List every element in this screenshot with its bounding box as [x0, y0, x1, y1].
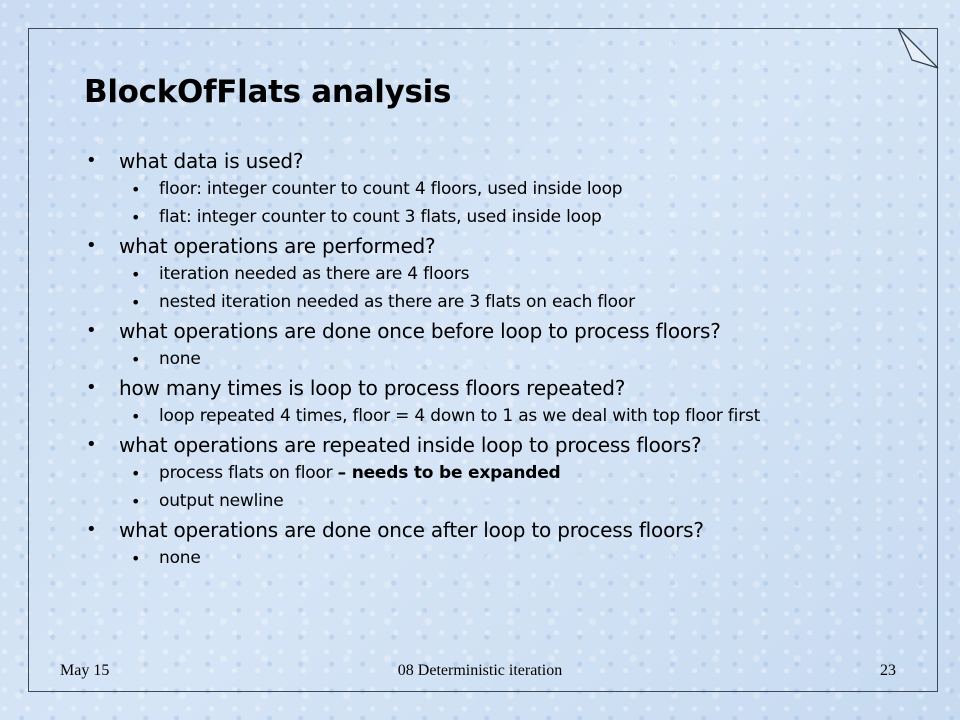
- bullet-text: what data is used?: [119, 149, 304, 173]
- sub-bullet: [119, 348, 859, 371]
- sub-bullet-list: [119, 348, 904, 371]
- bullet-text: what operations are done once after loop to process floors?: [119, 518, 704, 542]
- bullet-text: what operations are repeated inside loop to process floors?: [119, 433, 702, 457]
- sub-bullet: [119, 178, 859, 201]
- bullet-repeated-inside-loop: [84, 432, 904, 513]
- bullet-text: how many times is loop to process floors repeated?: [119, 376, 626, 400]
- sub-bullet-text: process flats on floor: [159, 463, 338, 483]
- sub-bullet-list: [119, 178, 904, 229]
- bullet-text: what operations are performed?: [119, 234, 436, 258]
- bullet-data-used: [84, 148, 904, 229]
- sub-bullet-list: [119, 462, 904, 513]
- sub-bullet-list: [119, 547, 904, 570]
- sub-bullet-text: floor: integer counter to count 4 floors, used inside loop: [159, 179, 623, 199]
- bullet-list: [84, 148, 904, 570]
- sub-bullet: [119, 462, 859, 485]
- sub-bullet-text: output newline: [159, 491, 284, 511]
- bullet-once-after-loop: [84, 517, 904, 570]
- page-curl-icon: [898, 28, 940, 70]
- sub-bullet: [119, 405, 859, 428]
- bullet-operations-performed: [84, 233, 904, 314]
- sub-bullet-text: nested iteration needed as there are 3 flats on each floor: [159, 292, 635, 312]
- sub-bullet-text: none: [159, 349, 201, 369]
- sub-bullet-text: flat: integer counter to count 3 flats, used inside loop: [159, 207, 602, 227]
- sub-bullet-text: loop repeated 4 times, floor = 4 down to 1 as we deal with top floor first: [159, 406, 761, 426]
- sub-bullet: [119, 206, 859, 229]
- sub-bullet: [119, 547, 859, 570]
- sub-bullet-emphasis: – needs to be expanded: [337, 463, 561, 483]
- footer-page-number: 23: [880, 662, 896, 679]
- footer-date: May 15: [60, 662, 110, 679]
- bullet-loop-repeat-count: [84, 375, 904, 428]
- sub-bullet-list: [119, 405, 904, 428]
- sub-bullet-text: iteration needed as there are 4 floors: [159, 264, 470, 284]
- sub-bullet-text: none: [159, 548, 201, 568]
- bullet-text: what operations are done once before loop to process floors?: [119, 319, 721, 343]
- sub-bullet: [119, 291, 859, 314]
- sub-bullet: [119, 263, 859, 286]
- sub-bullet: [119, 490, 859, 513]
- footer-title: 08 Deterministic iteration: [397, 662, 563, 679]
- bullet-once-before-loop: [84, 318, 904, 371]
- sub-bullet-list: [119, 263, 904, 314]
- slide-title: BlockOfFlats analysis: [84, 74, 452, 110]
